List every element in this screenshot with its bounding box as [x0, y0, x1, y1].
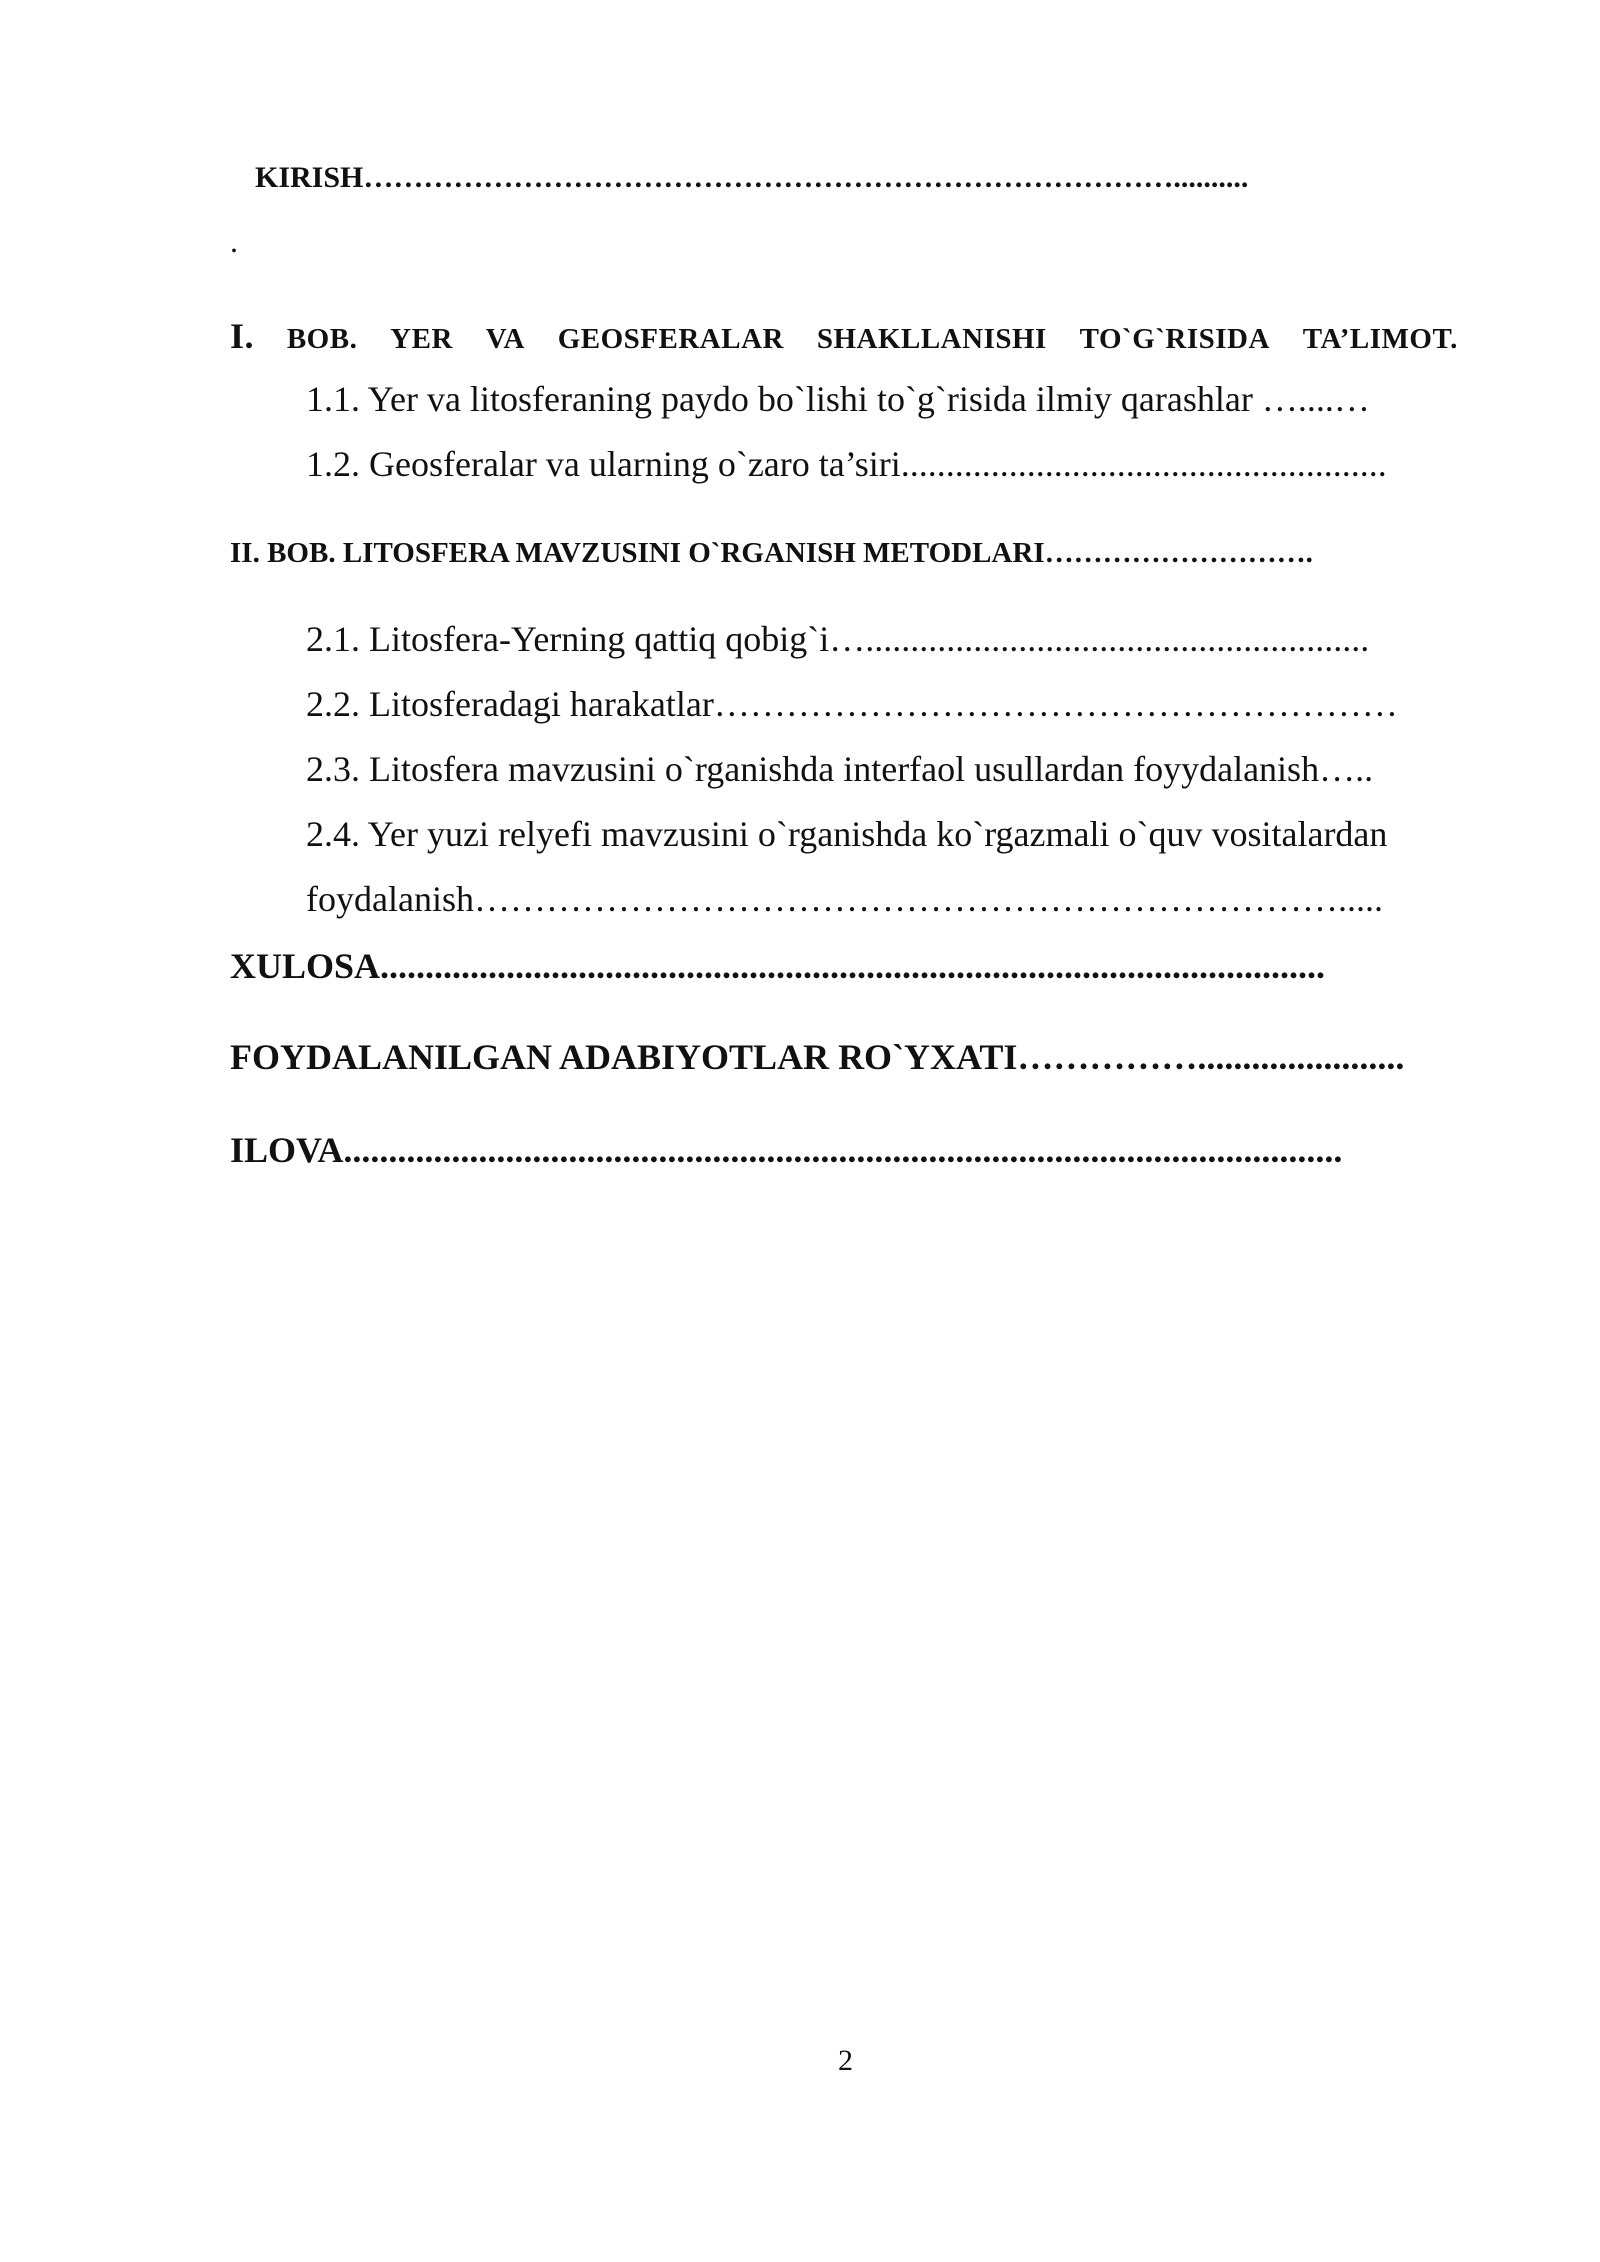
- chapter-1-word: YER: [390, 323, 453, 355]
- page-number: 2: [838, 2044, 853, 2077]
- toc-chapter-1: [230, 318, 1458, 354]
- chapter-1-word: SHAKLLANISHI: [816, 323, 1047, 355]
- chapter-1-word: TO`G`RISIDA: [1079, 323, 1270, 355]
- toc-section-2-4-line-2: foydalanish……………………………………………………………….....: [306, 879, 1383, 919]
- toc-section-2-1: 2.1. Litosfera-Yerning qattiq qobig`i…........................................................: [306, 619, 1370, 659]
- toc-section-1-1: 1.1. Yer va litosferaning paydo bo`lishi to`g`risida ilmiy qarashlar …....…: [306, 379, 1370, 419]
- toc-section-2-4-line-1: 2.4. Yer yuzi relyefi mavzusini o`rganishda ko`rgazmali o`quv vositalardan: [306, 814, 1388, 854]
- toc-xulosa: XULOSA.........................................................................................................: [230, 946, 1326, 986]
- toc-kirish: KIRISH………………………………………………………………………..........: [255, 161, 1249, 194]
- chapter-1-word: GEOSFERALAR: [557, 323, 784, 355]
- toc-kirish-dot: .: [230, 223, 238, 259]
- chapter-1-roman: I.: [230, 316, 255, 356]
- chapter-1-word: VA: [485, 323, 525, 355]
- chapter-1-word: TA’LIMOT.: [1302, 323, 1458, 355]
- toc-adabiyotlar: FOYDALANILGAN ADABIYOTLAR RO`YXATI…………….......................: [230, 1037, 1405, 1077]
- toc-section-2-3: 2.3. Litosfera mavzusini o`rganishda interfaol usullardan foyydalanish…..: [306, 749, 1374, 789]
- toc-chapter-2: II. BOB. LITOSFERA MAVZUSINI O`RGANISH METODLARI……………………….: [230, 537, 1313, 569]
- toc-section-2-2: 2.2. Litosferadagi harakatlar…………………………………………………: [306, 684, 1398, 724]
- toc-section-1-2: 1.2. Geosferalar va ularning o`zaro ta’siri......................................................: [306, 444, 1387, 484]
- toc-ilova: ILOVA...............................................................................................................: [230, 1130, 1343, 1170]
- chapter-1-word: BOB.: [286, 323, 358, 355]
